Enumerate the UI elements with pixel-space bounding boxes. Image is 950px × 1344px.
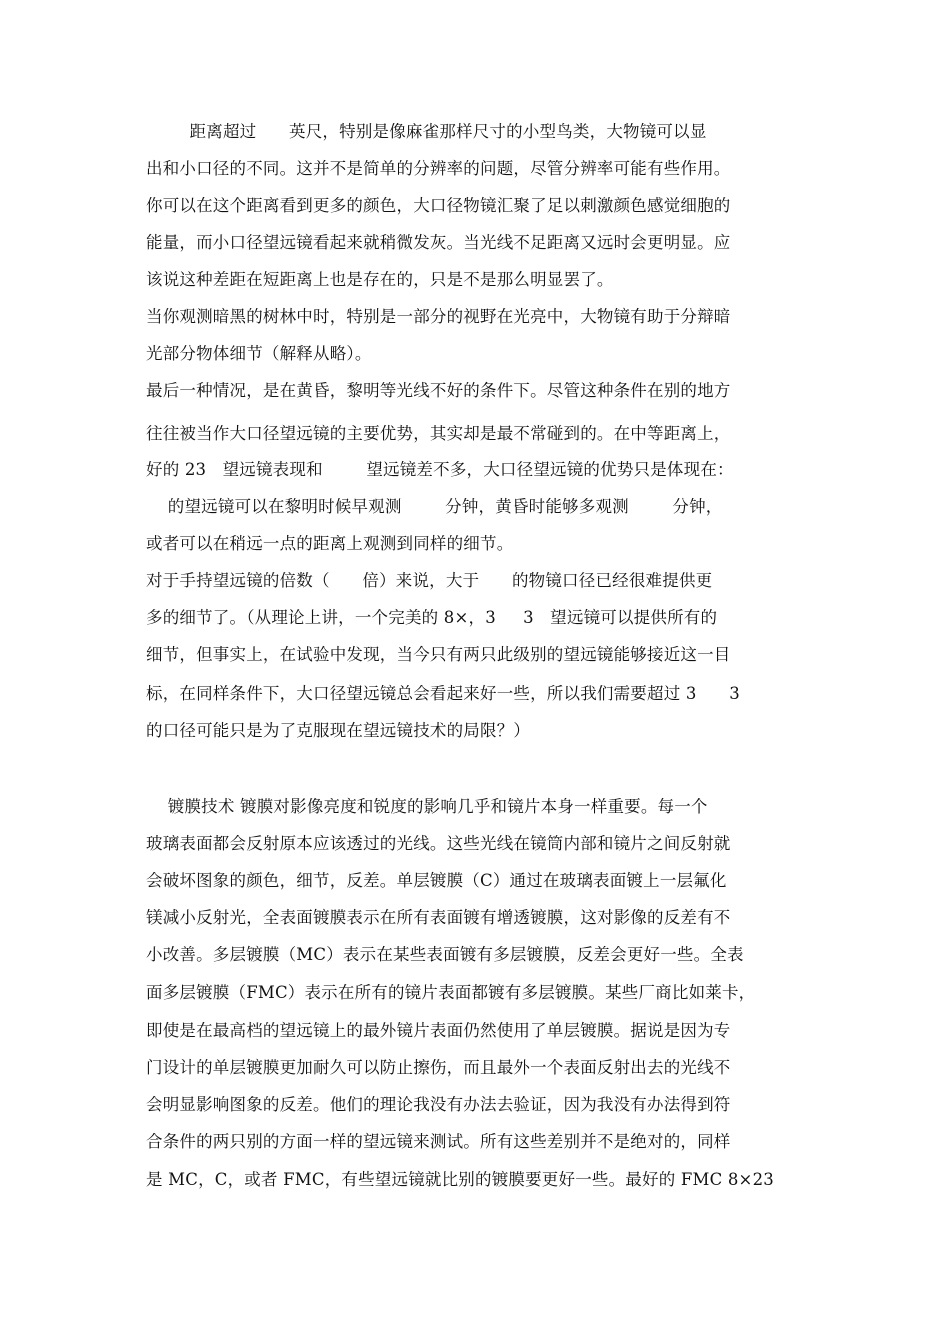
text-line: 合条件的两只别的方面一样的望远镜来测试。所有这些差别并不是绝对的，同样 xyxy=(146,1132,731,1151)
text-line: 细节，但事实上，在试验中发现，当今只有两只此级别的望远镜能够接近这一目 xyxy=(146,645,731,664)
text-line: 光部分物体细节（解释从略）。 xyxy=(146,344,372,363)
text-line: 最后一种情况，是在黄昏，黎明等光线不好的条件下。尽管这种条件在别的地方 xyxy=(146,381,731,400)
text-line: 距离超过 英尺，特别是像麻雀那样尺寸的小型鸟类，大物镜可以显 xyxy=(146,122,707,141)
text-line: 会破坏图象的颜色，细节，反差。单层镀膜（C）通过在玻璃表面镀上一层氟化 xyxy=(146,871,727,890)
text-line: 玻璃表面都会反射原本应该透过的光线。这些光线在镜筒内部和镜片之间反射就 xyxy=(146,834,731,853)
text-line: 门设计的单层镀膜更加耐久可以防止擦伤，而且最外一个表面反射出去的光线不 xyxy=(146,1058,731,1077)
text-line: 的望远镜可以在黎明时候早观测 分钟，黄昏时能够多观测 分钟， xyxy=(146,497,723,516)
text-line: 是 MC，C，或者 FMC，有些望远镜就比别的镀膜要更好一些。最好的 FMC 8×23 xyxy=(146,1170,774,1189)
text-line: 即使是在最高档的望远镜上的最外镜片表面仍然使用了单层镀膜。据说是因为专 xyxy=(146,1021,731,1040)
text-line: 的口径可能只是为了克服现在望远镜技术的局限？） xyxy=(146,721,531,740)
text-line: 小改善。多层镀膜（MC）表示在某些表面镀有多层镀膜，反差会更好一些。全表 xyxy=(146,945,744,964)
text-line: 或者可以在稍远一点的距离上观测到同样的细节。 xyxy=(146,534,514,553)
text-line: 往往被当作大口径望远镜的主要优势，其实却是最不常碰到的。在中等距离上， xyxy=(146,424,731,443)
text-line: 镁减小反射光，全表面镀膜表示在所有表面镀有增透镀膜，这对影像的反差有不 xyxy=(146,908,731,927)
text-line: 能量，而小口径望远镜看起来就稍微发灰。当光线不足距离又远时会更明显。应 xyxy=(146,233,731,252)
text-line: 标，在同样条件下，大口径望远镜总会看起来好一些，所以我们需要超过 3 3 xyxy=(146,684,740,703)
text-line: 好的 23 望远镜表现和 望远镜差不多，大口径望远镜的优势只是体现在： xyxy=(146,460,734,479)
text-line: 面多层镀膜（FMC）表示在所有的镜片表面都镀有多层镀膜。某些厂商比如莱卡， xyxy=(146,983,756,1002)
text-line: 镀膜技术 镀膜对影像亮度和锐度的影响几乎和镜片本身一样重要。每一个 xyxy=(146,797,708,816)
text-line: 该说这种差距在短距离上也是存在的，只是不是那么明显罢了。 xyxy=(146,270,614,289)
text-line: 会明显影响图象的反差。他们的理论我没有办法去验证，因为我没有办法得到符 xyxy=(146,1095,731,1114)
text-line: 当你观测暗黑的树林中时，特别是一部分的视野在光亮中，大物镜有助于分辩暗 xyxy=(146,307,731,326)
text-line: 多的细节了。（从理论上讲，一个完美的 8×，3 3 望远镜可以提供所有的 xyxy=(146,608,718,627)
text-line: 出和小口径的不同。这并不是简单的分辨率的问题，尽管分辨率可能有些作用。 xyxy=(146,159,731,178)
text-line: 你可以在这个距离看到更多的颜色，大口径物镜汇聚了足以刺激颜色感觉细胞的 xyxy=(146,196,731,215)
text-line: 对于手持望远镜的倍数（ 倍）来说，大于 的物镜口径已经很难提供更 xyxy=(146,571,713,590)
